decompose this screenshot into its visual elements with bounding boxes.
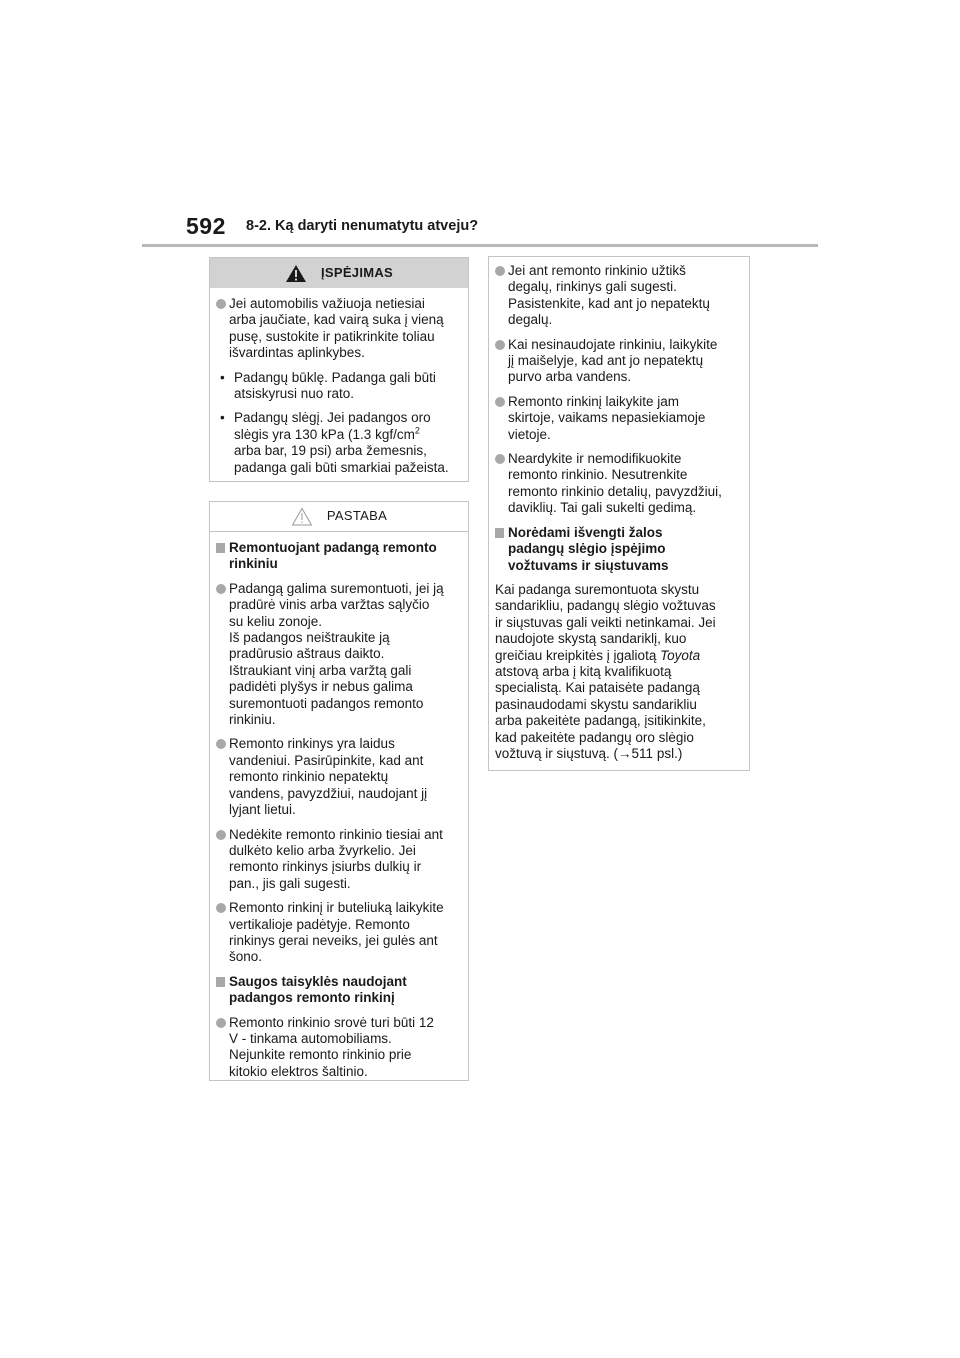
list-item: [495, 451, 741, 517]
bullet-dot-icon: [216, 1018, 226, 1028]
bullet-char: •: [220, 369, 225, 385]
bullet-dot-icon: [216, 739, 226, 749]
brand-name: Toyota: [660, 647, 701, 663]
section-title: Remontuojant padangą remonto rinkiniu: [229, 540, 437, 572]
chapter-title: 8-2. Ką daryti nenumatytu atveju?: [246, 218, 479, 234]
section-title: Norėdami išvengti žalos padangų slėgio įspėjimo vožtuvams ir siųstuvams: [508, 524, 669, 573]
square-bullet-icon: [216, 543, 225, 553]
section-heading: [495, 525, 741, 574]
bullet-dot-icon: [216, 584, 226, 594]
note-header: [210, 502, 468, 532]
list-item: [216, 370, 460, 403]
bullet-dot-icon: [495, 454, 505, 464]
bullet-dot-icon: [216, 903, 226, 913]
text-run: atstovą arba į kitą kvalifikuotą specialistą. Kai pataisėte padangą pasinaudodami skystu sandarikliu arba pakeitėte padangą, įsitikinkite, kad pakeitėte padangų oro slėgio vožtuvą ir siųstuvą. (: [495, 663, 706, 761]
item-text: Nedėkite remonto rinkinio tiesiai ant dulkėto kelio arba žvyrkelio. Jei remonto rinkinys įsiurbs dulkių ir pan., jis gali sugesti.: [229, 826, 443, 891]
bullet-dot-icon: [216, 299, 226, 309]
list-item: [216, 296, 460, 362]
list-item: [495, 394, 741, 443]
square-bullet-icon: [216, 977, 225, 987]
text-run: arba bar, 19 psi) arba žemesnis, padanga gali būti smarkiai pažeista.: [234, 443, 449, 475]
warning-title: ĮSPĖJIMAS: [320, 264, 394, 280]
warning-bullet-2: [234, 410, 460, 476]
continued-note-body: [489, 257, 749, 762]
text-run: Kai padanga suremontuota skystu sandarikliu, padangų slėgio vožtuvas ir siųstuvas gali veikti netinkamai. Jei naudojote skystą sandariklį, kuo greičiau kreipkitės į įgaliotą: [495, 581, 716, 663]
warning-bullet-1: Padangų būklę. Padanga gali būti atsiskyrusi nuo rato.: [234, 369, 436, 402]
arrow-icon: →: [618, 745, 632, 761]
header-rule: [142, 244, 818, 247]
item-text: Jei ant remonto rinkinio užtikš degalų, rinkinys gali sugesti. Pasistenkite, kad ant jo nepatektų degalų.: [508, 263, 710, 328]
warning-box: [209, 257, 469, 482]
bullet-dot-icon: [495, 266, 505, 276]
item-text: Padangą galima suremontuoti, jei ją pradūrė vinis arba varžtas sąlyčio su keliu zonoje. Iš padangos neištraukite ją pradūrusio aštraus daikto. Ištraukiant vinį arba varžtą gali padidėti plyšys ir nebus galima suremontuoti padangos remonto rinkiniu.: [229, 580, 444, 728]
text-run: Padangų slėgį. Jei padangos oro slėgis yra 130 kPa (1.3 kgf/cm: [234, 410, 431, 442]
list-item: [216, 1015, 460, 1081]
note-triangle-icon: [291, 507, 313, 526]
list-item: [495, 337, 741, 386]
bullet-dot-icon: [495, 397, 505, 407]
warning-intro: Jei automobilis važiuoja netiesiai arba jaučiate, kad vairą suka į vieną pusę, sustokite ir patikrinkite toliau išvardintas aplinkybes.: [229, 296, 444, 361]
warning-triangle-icon: [285, 264, 307, 283]
item-text: Remonto rinkinį ir buteliuką laikykite vertikalioje padėtyje. Remonto rinkinys gerai neveiks, jei gulės ant šono.: [229, 900, 444, 965]
warning-body: [210, 288, 468, 476]
bullet-dot-icon: [495, 340, 505, 350]
section-heading: [216, 540, 460, 573]
page-number: 592: [186, 213, 226, 239]
list-item: [216, 581, 460, 729]
list-item: [216, 900, 460, 966]
square-bullet-icon: [495, 528, 504, 538]
superscript: 2: [414, 425, 420, 436]
section-title: Saugos taisyklės naudojant padangos remonto rinkinį: [229, 973, 407, 1006]
note-box: [209, 501, 469, 1081]
item-text: Neardykite ir nemodifikuokite remonto rinkinio. Nesutrenkite remonto rinkinio detalių, pavyzdžiui, daviklių. Tai gali sukelti gedimą.: [508, 451, 722, 516]
item-text: Remonto rinkinį laikykite jam skirtoje, vaikams nepasiekiamoje vietoje.: [508, 393, 706, 442]
list-item: [495, 263, 741, 329]
bullet-char: •: [220, 410, 225, 426]
list-item: [216, 410, 460, 476]
section-heading: [216, 974, 460, 1007]
bullet-dot-icon: [216, 830, 226, 840]
item-text: Remonto rinkinio srovė turi būti 12 V - tinkama automobiliams. Nejunkite remonto rinkinio prie kitokio elektros šaltinio.: [229, 1014, 434, 1079]
text-run: 511 psl.): [631, 745, 683, 761]
paragraph: [495, 582, 741, 762]
item-text: Remonto rinkinys yra laidus vandeniui. Pasirūpinkite, kad ant remonto rinkinio nepatektų vandens, pavyzdžiui, naudojant jį lyjant lietui.: [229, 736, 428, 818]
item-text: Kai nesinaudojate rinkiniu, laikykite jį maišelyje, kad ant jo nepatektų purvo arba vandens.: [508, 336, 718, 385]
continued-note-box: [488, 256, 750, 771]
warning-header: [210, 258, 468, 288]
list-item: [216, 736, 460, 818]
note-body: [210, 532, 468, 1080]
note-title: PASTABA: [326, 508, 388, 524]
list-item: [216, 827, 460, 893]
